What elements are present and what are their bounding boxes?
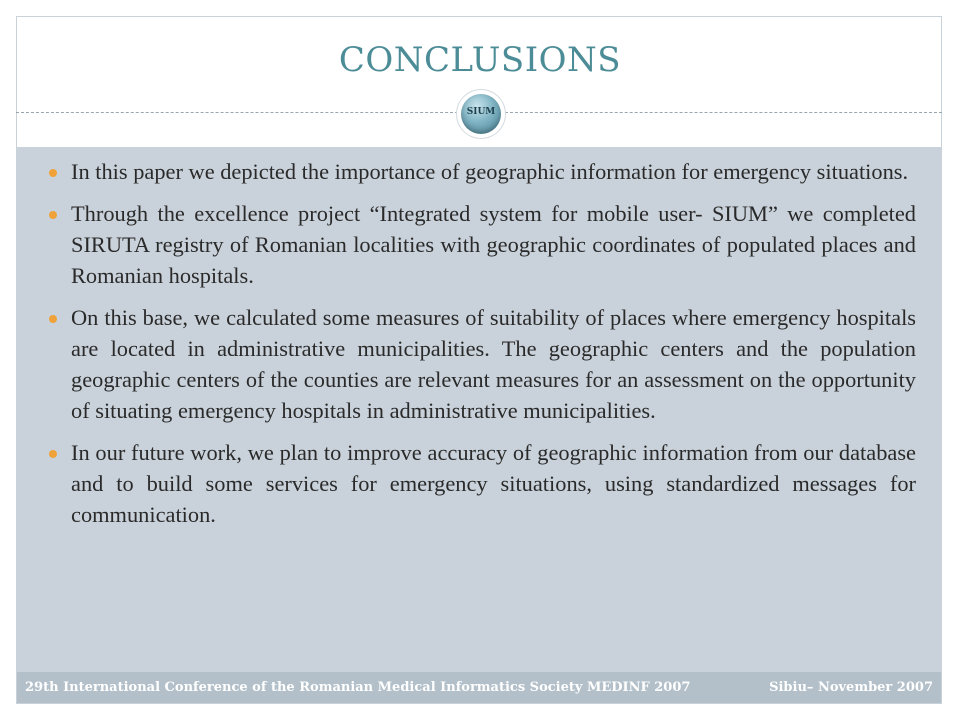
list-item-text: Through the excellence project “Integrated system for mobile user- SIUM” we completed SIRUTA registry of Romanian localities with geographic coordinates of populated places and Romanian hospitals. [71, 201, 916, 288]
footer-bar [17, 672, 941, 703]
sium-logo-label: SIUM [466, 107, 496, 117]
list-item-text: In our future work, we plan to improve accuracy of geographic information from our database and to build some services for emergency situations, using standardized messages for communication. [71, 440, 916, 527]
bullet-dot-icon [49, 169, 57, 177]
list-item [48, 156, 916, 187]
list-item [48, 302, 916, 426]
list-item [48, 198, 916, 291]
slide-title: CONCLUSIONS [338, 40, 622, 80]
bullet-dot-icon [49, 211, 57, 219]
list-item-text: In this paper we depicted the importance of geographic information for emergency situations. [71, 159, 909, 184]
conclusions-list [48, 156, 916, 541]
bullet-dot-icon [49, 450, 57, 458]
footer-conference-text: 29th International Conference of the Romanian Medical Informatics Society MEDINF 2007 [25, 680, 691, 695]
sium-logo [457, 90, 505, 138]
list-item-text: On this base, we calculated some measures of suitability of places where emergency hospitals are located in administrative municipalities. The geographic centers and the population geographic centers of the counties are relevant measures for an assessment on the opportunity of situating emergency hospitals in administrative municipalities. [71, 305, 916, 423]
footer-date-text: Sibiu– November 2007 [769, 680, 933, 695]
bullet-dot-icon [49, 315, 57, 323]
list-item [48, 437, 916, 530]
sium-logo-icon [461, 94, 501, 134]
